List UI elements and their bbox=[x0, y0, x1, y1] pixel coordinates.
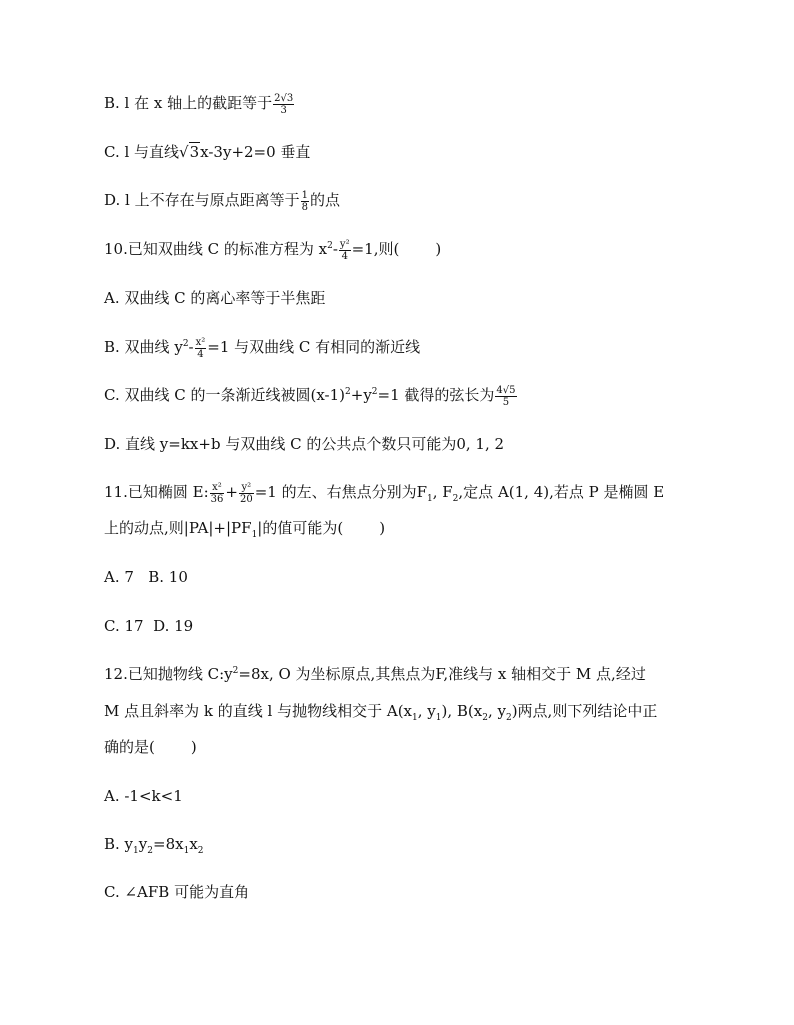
subscript: 1 bbox=[435, 713, 442, 723]
question-12-line-1 bbox=[104, 663, 646, 685]
text: +y bbox=[350, 386, 372, 404]
text: )两点,则下列结论中正 bbox=[511, 702, 658, 720]
fraction-denominator: 3 bbox=[280, 104, 287, 116]
text: x bbox=[189, 835, 198, 853]
text: ) bbox=[435, 240, 442, 258]
text: ,定点 A(1, 4),若点 P 是椭圆 E bbox=[458, 483, 665, 501]
text: ) bbox=[190, 738, 197, 756]
text: 确的是( bbox=[104, 738, 155, 756]
subscript: 2 bbox=[505, 713, 512, 723]
fraction-numerator: x² bbox=[195, 336, 206, 348]
subscript: 2 bbox=[197, 846, 204, 856]
option-c-q10 bbox=[104, 384, 518, 408]
text: 12.已知抛物线 C:y bbox=[104, 665, 233, 683]
option-a-q12 bbox=[104, 785, 183, 807]
text: , F bbox=[432, 483, 453, 501]
option-c-q9 bbox=[104, 141, 310, 163]
text: B. y bbox=[104, 835, 134, 853]
text: C. 17 D. 19 bbox=[104, 617, 194, 635]
superscript: 2 bbox=[327, 241, 333, 251]
text: B. l 在 x 轴上的截距等于 bbox=[104, 94, 273, 112]
text: 10.已知双曲线 C 的标准方程为 x bbox=[104, 240, 328, 258]
subscript: 1 bbox=[183, 846, 190, 856]
text: , y bbox=[417, 702, 436, 720]
text: =1 与双曲线 C 有相同的渐近线 bbox=[207, 338, 421, 356]
option-d-q10 bbox=[104, 433, 504, 455]
subscript: 1 bbox=[412, 713, 418, 723]
text: - bbox=[188, 338, 194, 356]
text: =1 的左、右焦点分别为F bbox=[254, 483, 427, 501]
text: ) bbox=[379, 519, 386, 537]
fraction-numerator: 4√5 bbox=[496, 384, 516, 396]
text: =8x bbox=[153, 835, 184, 853]
text: =8x, O 为坐标原点,其焦点为F,准线与 x 轴相交于 M 点,经过 bbox=[238, 665, 646, 683]
text: C. 双曲线 C 的一条渐近线被圆(x-1) bbox=[104, 386, 346, 404]
options-ab-q11 bbox=[104, 566, 188, 588]
option-d-q9 bbox=[104, 189, 340, 213]
option-b-q9 bbox=[104, 92, 295, 116]
superscript: 2 bbox=[371, 387, 378, 397]
option-a-q10 bbox=[104, 287, 325, 309]
superscript: 2 bbox=[232, 666, 239, 676]
option-b-q10 bbox=[104, 336, 420, 360]
question-12-line-3 bbox=[104, 736, 197, 758]
subscript: 2 bbox=[452, 494, 459, 504]
text: D. 直线 y=kx+b 与双曲线 C 的公共点个数只可能为0, 1, 2 bbox=[104, 435, 505, 453]
text: y bbox=[138, 835, 148, 853]
option-c-q12 bbox=[104, 881, 249, 903]
text: 的点 bbox=[309, 191, 340, 209]
option-b-q12 bbox=[104, 833, 204, 855]
question-12-line-2 bbox=[104, 700, 657, 722]
text: 11.已知椭圆 E: bbox=[104, 483, 209, 501]
fraction-numerator: y² bbox=[339, 238, 350, 250]
subscript: 1 bbox=[426, 494, 433, 504]
text: x-3y+2=0 垂直 bbox=[200, 143, 311, 161]
fraction bbox=[301, 190, 309, 213]
subscript: 1 bbox=[251, 530, 258, 540]
text: + bbox=[225, 483, 238, 501]
fraction-numerator: y² bbox=[239, 482, 254, 494]
fraction-denominator: 4 bbox=[197, 348, 204, 360]
superscript: 2 bbox=[182, 339, 189, 349]
fraction-numerator: 2√3 bbox=[274, 92, 294, 104]
text: ), B(x bbox=[441, 702, 483, 720]
text: C. l 与直线 bbox=[104, 143, 180, 161]
question-11-line-2 bbox=[104, 517, 385, 539]
text: A. -1<k<1 bbox=[104, 787, 183, 805]
subscript: 2 bbox=[147, 846, 153, 856]
fraction bbox=[195, 337, 207, 360]
options-cd-q11 bbox=[104, 615, 193, 637]
text: B. 双曲线 y bbox=[104, 338, 183, 356]
text: A. 双曲线 C 的离心率等于半焦距 bbox=[104, 289, 326, 307]
fraction-denominator: 4 bbox=[341, 250, 348, 262]
text: A. 7 B. 10 bbox=[104, 568, 188, 586]
fraction bbox=[339, 239, 351, 262]
text: |的值可能为( bbox=[257, 519, 344, 537]
text: C. ∠AFB 可能为直角 bbox=[104, 883, 250, 901]
fraction-numerator: 1 bbox=[301, 189, 308, 201]
fraction bbox=[273, 93, 294, 116]
radicand: 3 bbox=[189, 143, 200, 161]
subscript: 2 bbox=[482, 713, 488, 723]
text: - bbox=[332, 240, 338, 258]
text: =1,则( bbox=[351, 240, 400, 258]
fraction-denominator: 20 bbox=[239, 493, 253, 505]
fraction bbox=[210, 482, 225, 505]
fraction-denominator: 8 bbox=[301, 201, 308, 213]
text: M 点且斜率为 k 的直线 l 与抛物线相交于 A(x bbox=[104, 702, 412, 720]
fraction-numerator: x² bbox=[210, 482, 225, 494]
question-10 bbox=[104, 238, 441, 262]
fraction-denominator: 36 bbox=[210, 493, 224, 505]
fraction bbox=[239, 482, 254, 505]
text: D. l 上不存在与原点距离等于 bbox=[104, 191, 300, 209]
superscript: 2 bbox=[345, 387, 351, 397]
fraction bbox=[495, 385, 516, 408]
text: 上的动点,则|PA|+|PF bbox=[104, 519, 252, 537]
text: , y bbox=[487, 702, 506, 720]
subscript: 1 bbox=[133, 846, 139, 856]
question-11-line-1 bbox=[104, 481, 664, 505]
sqrt-expression: √3 bbox=[179, 143, 200, 161]
fraction-denominator: 5 bbox=[502, 396, 510, 408]
text: =1 截得的弦长为 bbox=[377, 386, 495, 404]
